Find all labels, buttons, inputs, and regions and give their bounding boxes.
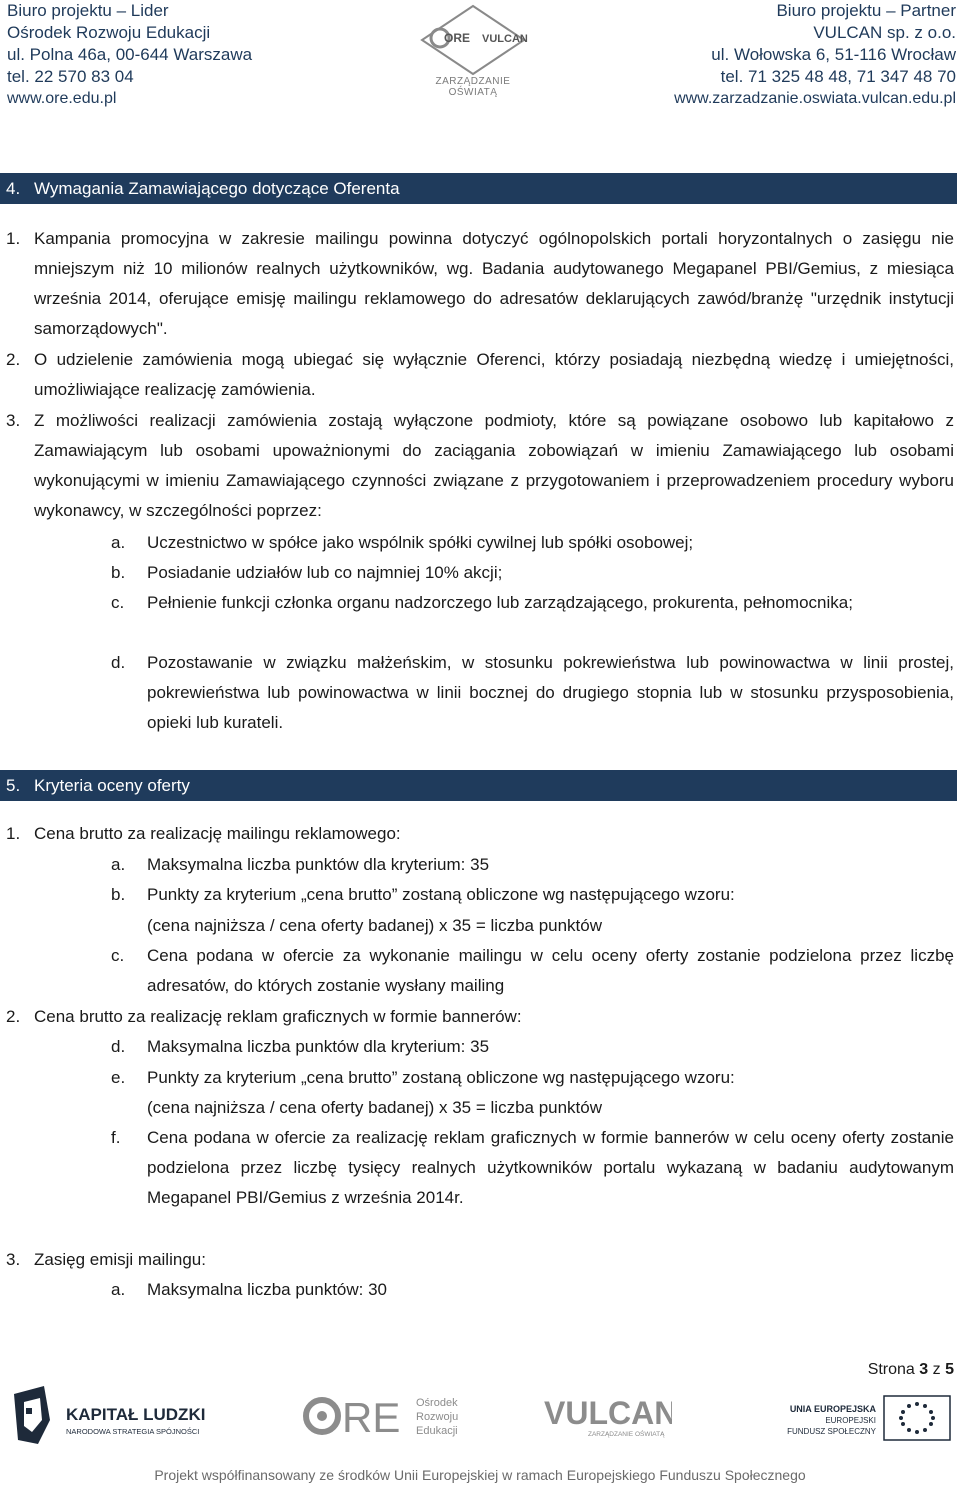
- criterion-2f-letter: f.: [111, 1128, 121, 1147]
- requirement-2-text: O udzielenie zamówienia mogą ubiegać się wyłącznie Oferenci, którzy posiadają niezbędną wiedzę i umiejętności, umożliwiające realizację zamówienia.: [34, 350, 954, 399]
- criterion-2e-letter: e.: [111, 1068, 126, 1087]
- section-5-title: Kryteria oceny oferty: [34, 776, 190, 795]
- exclusion-d-letter: d.: [111, 653, 126, 672]
- requirement-1-text: Kampania promocyjna w zakresie mailingu powinna dotyczyć ogólnopolskich portali horyzontalnych o zasięgu nie mniejszym niż 10 milionów realnych użytkowników, wg. Badania audytowanego Megapanel PBI/Gemius, z miesiąca września 2014, oferujące emisję mailingu reklamowego do adresatów deklarujących zawód/branżę "urzędnik instytucji samorządowych".: [34, 229, 954, 338]
- criterion-1c-letter: c.: [111, 946, 125, 965]
- criterion-1-number: 1.: [6, 824, 21, 843]
- page-number: [868, 1361, 954, 1379]
- criterion-3-number: 3.: [6, 1250, 21, 1269]
- header-partner-line: tel. 71 325 48 48, 71 347 48 70: [720, 67, 956, 86]
- criterion-3-text: Zasięg emisji mailingu:: [34, 1250, 206, 1269]
- vulcan-subtitle: ZARZĄDZANIE OŚWIATĄ: [588, 1431, 665, 1438]
- header-partner-address: [674, 0, 956, 110]
- criterion-1a-letter: a.: [111, 855, 126, 874]
- criterion-1b-text: Punkty za kryterium „cena brutto” zostaną obliczone wg następującego wzoru:: [147, 885, 735, 904]
- header-partner-line: VULCAN sp. z o.o.: [813, 23, 956, 42]
- requirement-2-number: 2.: [6, 350, 21, 369]
- vulcan-logo: [542, 1380, 672, 1450]
- requirement-1-number: 1.: [6, 229, 21, 248]
- criterion-2-number: 2.: [6, 1007, 21, 1026]
- exclusion-b-letter: b.: [111, 563, 126, 582]
- exclusion-a-letter: a.: [111, 533, 126, 552]
- ore-line-2: Rozwoju: [416, 1411, 459, 1423]
- section-5-number: 5.: [6, 776, 21, 795]
- kapital-ludzki-logo: [10, 1380, 220, 1450]
- ore-logo: [296, 1380, 496, 1450]
- criterion-2d-text: Maksymalna liczba punktów dla kryterium: 35: [147, 1037, 490, 1056]
- page-total: 5: [945, 1361, 954, 1378]
- header-partner-line: ul. Wołowska 6, 51-116 Wrocław: [711, 45, 956, 64]
- section-4-number: 4.: [6, 179, 21, 198]
- header-lead-line: tel. 22 570 83 04: [7, 67, 134, 86]
- header-ore-vulcan-logo: [412, 0, 534, 98]
- exclusion-c-letter: c.: [111, 593, 125, 612]
- header-logo-caption: ZARZĄDZANIE OŚWIATĄ: [435, 76, 511, 98]
- section-5-heading: [0, 770, 957, 801]
- section-4-heading: [0, 173, 957, 204]
- svg-text:RE: RE: [342, 1394, 401, 1441]
- section-4-title: Wymagania Zamawiającego dotyczące Oferenta: [34, 179, 400, 198]
- exclusion-a-text: Uczestnictwo w spółce jako wspólnik spółki cywilnej lub spółki osobowej;: [147, 533, 694, 552]
- criterion-2d-letter: d.: [111, 1037, 126, 1056]
- criterion-1c-text: Cena podana w ofercie za wykonanie mailingu w celu oceny oferty zostanie podzielona przez liczbę adresatów, do których zostanie wysłany mailing: [147, 946, 954, 995]
- header-partner-line: Biuro projektu – Partner: [776, 1, 956, 20]
- page-label: Strona: [867, 1361, 915, 1378]
- header-lead-address: [7, 0, 252, 110]
- header-vulcan-text: VULCAN: [482, 33, 528, 45]
- criterion-2f-text: Cena podana w ofercie za realizację reklam graficznych w formie bannerów w celu oceny oferty zostanie podzielona przez liczbę tysięcy realnych użytkowników portalu wykazaną w badaniu audytowanym Megapanel PBI/Gemius z września 2014r.: [147, 1128, 954, 1207]
- exclusion-c-text: Pełnienie funkcji członka organu nadzorczego lub zarządzającego, prokurenta, pełnomocnika;: [147, 593, 853, 612]
- header-lead-line: Biuro projektu – Lider: [7, 1, 169, 20]
- ore-line-1: Ośrodek: [416, 1397, 458, 1409]
- ore-line-3: Edukacji: [416, 1425, 458, 1437]
- header-lead-line: ul. Polna 46a, 00-644 Warszawa: [7, 45, 253, 64]
- criterion-3a-letter: a.: [111, 1280, 126, 1299]
- page-current: 3: [919, 1361, 929, 1378]
- criterion-3a-text: Maksymalna liczba punktów: 30: [147, 1280, 388, 1299]
- criterion-2e-formula: (cena najniższa / cena oferty badanej) x 35 = liczba punktów: [147, 1098, 603, 1117]
- eu-logo: [780, 1380, 956, 1450]
- criterion-2e-text: Punkty za kryterium „cena brutto” zostaną obliczone wg następującego wzoru:: [147, 1068, 735, 1087]
- header-lead-web: www.ore.edu.pl: [7, 90, 117, 107]
- svg-text:VULCAN: VULCAN: [544, 1395, 672, 1431]
- header-ore-text: ORE: [444, 31, 471, 45]
- kl-title: KAPITAŁ LUDZKI: [66, 1405, 206, 1424]
- header-partner-web: www.zarzadzanie.oswiata.vulcan.edu.pl: [674, 90, 956, 107]
- criterion-1b-formula: (cena najniższa / cena oferty badanej) x 35 = liczba punktów: [147, 916, 603, 935]
- footer-cofinancing-note: Projekt współfinansowany ze środków Unii Europejskiej w ramach Europejskiego Funduszu Społecznego: [154, 1467, 806, 1483]
- exclusion-d-text: Pozostawanie w związku małżeńskim, w stosunku pokrewieństwa lub powinowactwa w linii prostej, pokrewieństwa lub powinowactwa w linii bocznej do drugiego stopnia lub w stosunku przysposobienia, opieki lub kurateli.: [147, 653, 954, 732]
- eu-line-2: EUROPEJSKI: [825, 1416, 876, 1425]
- header-lead-line: Ośrodek Rozwoju Edukacji: [7, 23, 211, 42]
- kl-subtitle: NARODOWA STRATEGIA SPÓJNOŚCI: [66, 1427, 200, 1436]
- page-sep: z: [932, 1361, 941, 1378]
- eu-line-1: UNIA EUROPEJSKA: [789, 1404, 876, 1414]
- criterion-1b-letter: b.: [111, 885, 126, 904]
- exclusion-b-text: Posiadanie udziałów lub co najmniej 10% akcji;: [147, 563, 503, 582]
- criterion-2-text: Cena brutto za realizację reklam graficznych w formie bannerów:: [34, 1007, 522, 1026]
- footer-logos: [0, 1380, 960, 1450]
- criterion-1a-text: Maksymalna liczba punktów dla kryterium: 35: [147, 855, 490, 874]
- eu-line-3: FUNDUSZ SPOŁECZNY: [787, 1427, 876, 1436]
- criterion-1-text: Cena brutto za realizację mailingu reklamowego:: [34, 824, 401, 843]
- requirement-3-text: Z możliwości realizacji zamówienia zostają wyłączone podmioty, które są powiązane osobowo lub kapitałowo z Zamawiającym lub osobami upoważnionymi do zaciągania zobowiązań w imieniu Zamawiającego lub osobami wykonującymi w imieniu Zamawiającego czynności związane z przygotowaniem i przeprowadzeniem procedury wyboru wykonawcy, w szczególności poprzez:: [34, 411, 954, 520]
- requirement-3-number: 3.: [6, 411, 21, 430]
